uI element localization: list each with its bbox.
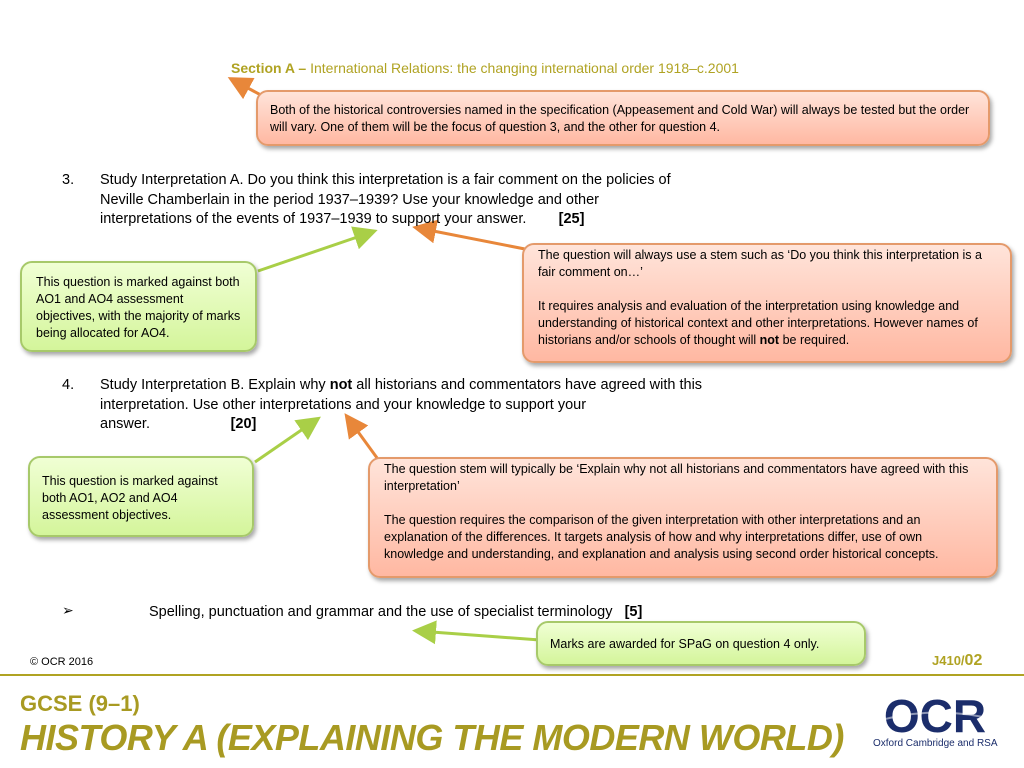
callout-spag (536, 621, 866, 666)
callout-q3-stem-line1: The question will always use a stem such as ‘Do you think this interpretation is a fair comment on…’ (538, 248, 982, 279)
section-title-lead: Section A – (231, 60, 307, 76)
callout-q4-marks (28, 456, 254, 537)
callout-q3-marks-text: This question is marked against both AO1 and AO4 assessment objectives, with the majority of marks being allocated for AO4. (36, 275, 241, 340)
callout-q4-stem (368, 457, 998, 578)
spag-text: Spelling, punctuation and grammar and the use of specialist terminology (149, 604, 613, 620)
footer-title: HISTORY A (EXPLAINING THE MODERN WORLD) (20, 717, 844, 758)
callout-controversies (256, 90, 990, 146)
spag-line (149, 604, 642, 620)
callout-q3-marks (20, 261, 257, 352)
footer-divider (0, 674, 1024, 676)
question-3-number: 3. (62, 172, 75, 188)
callout-q4-stem-line1: The question stem will typically be ‘Explain why not all historians and commentators have agreed with this interpretation’ (384, 462, 969, 493)
spag-marks: [5] (624, 604, 643, 620)
question-4-marks: [20] (230, 416, 257, 432)
callout-q4-stem-line2: The question requires the comparison of the given interpretation with other interpretations and an explanation of the differences. It targets analysis of how and why interpretations differ, use of own knowledge and understanding, and explanation and analysis using second order historical concepts. (384, 513, 939, 561)
footer-gcse: GCSE (9–1) (20, 691, 140, 716)
section-title (231, 60, 739, 76)
callout-q3-stem-line2-post: be required. (779, 333, 850, 347)
ocr-tagline: Oxford Cambridge and RSA (873, 738, 998, 749)
callout-q3-stem-line2-bold: not (759, 333, 780, 347)
callout-spag-text: Marks are awarded for SPaG on question 4 only. (550, 637, 820, 651)
callout-q4-marks-text: This question is marked against both AO1, AO2 and AO4 assessment objectives. (42, 474, 218, 522)
ocr-logo-text: OCR (883, 692, 987, 742)
arrow-q3-stem (418, 228, 530, 250)
arrow-spag (418, 631, 540, 640)
spag-bullet-icon: ➢ (62, 602, 74, 618)
question-4-text-pre: Study Interpretation B. Explain why (100, 377, 330, 393)
paper-code-prefix: J410/ (932, 653, 965, 668)
question-3-marks: [25] (558, 211, 585, 227)
paper-code-suffix: 02 (964, 652, 983, 669)
paper-code (932, 652, 982, 670)
section-title-rest: International Relations: the changing international order 1918–c.2001 (306, 60, 739, 76)
callout-q3-stem (522, 243, 1012, 363)
arrow-q3-marks (258, 232, 372, 271)
callout-q3-stem-line2-pre: It requires analysis and evaluation of the interpretation using knowledge and understanding of historical context and other interpretations. However names of historians and/or schools of thought will (538, 299, 978, 347)
copyright: © OCR 2016 (30, 656, 94, 668)
question-3-text: Study Interpretation A. Do you think this interpretation is a fair comment on the policies of Neville Chamberlain in the period 1937–1939? Use your knowledge and other interpretations of the events of 1937–1939 to support your answer. (100, 172, 671, 227)
question-4-text-bold: not (329, 377, 353, 393)
question-4-body (100, 376, 710, 435)
question-3-body (100, 171, 680, 230)
question-4-number: 4. (62, 377, 75, 393)
callout-controversies-text: Both of the historical controversies named in the specification (Appeasement and Cold War) will always be tested but the order will vary. One of them will be the focus of question 3, and the other for question 4. (270, 103, 970, 134)
question-4-text-post: all historians and commentators have agreed with this interpretation. Use other interpretations and your knowledge to support your answer. (100, 377, 703, 432)
callout-q3-stem-line2 (538, 298, 996, 349)
